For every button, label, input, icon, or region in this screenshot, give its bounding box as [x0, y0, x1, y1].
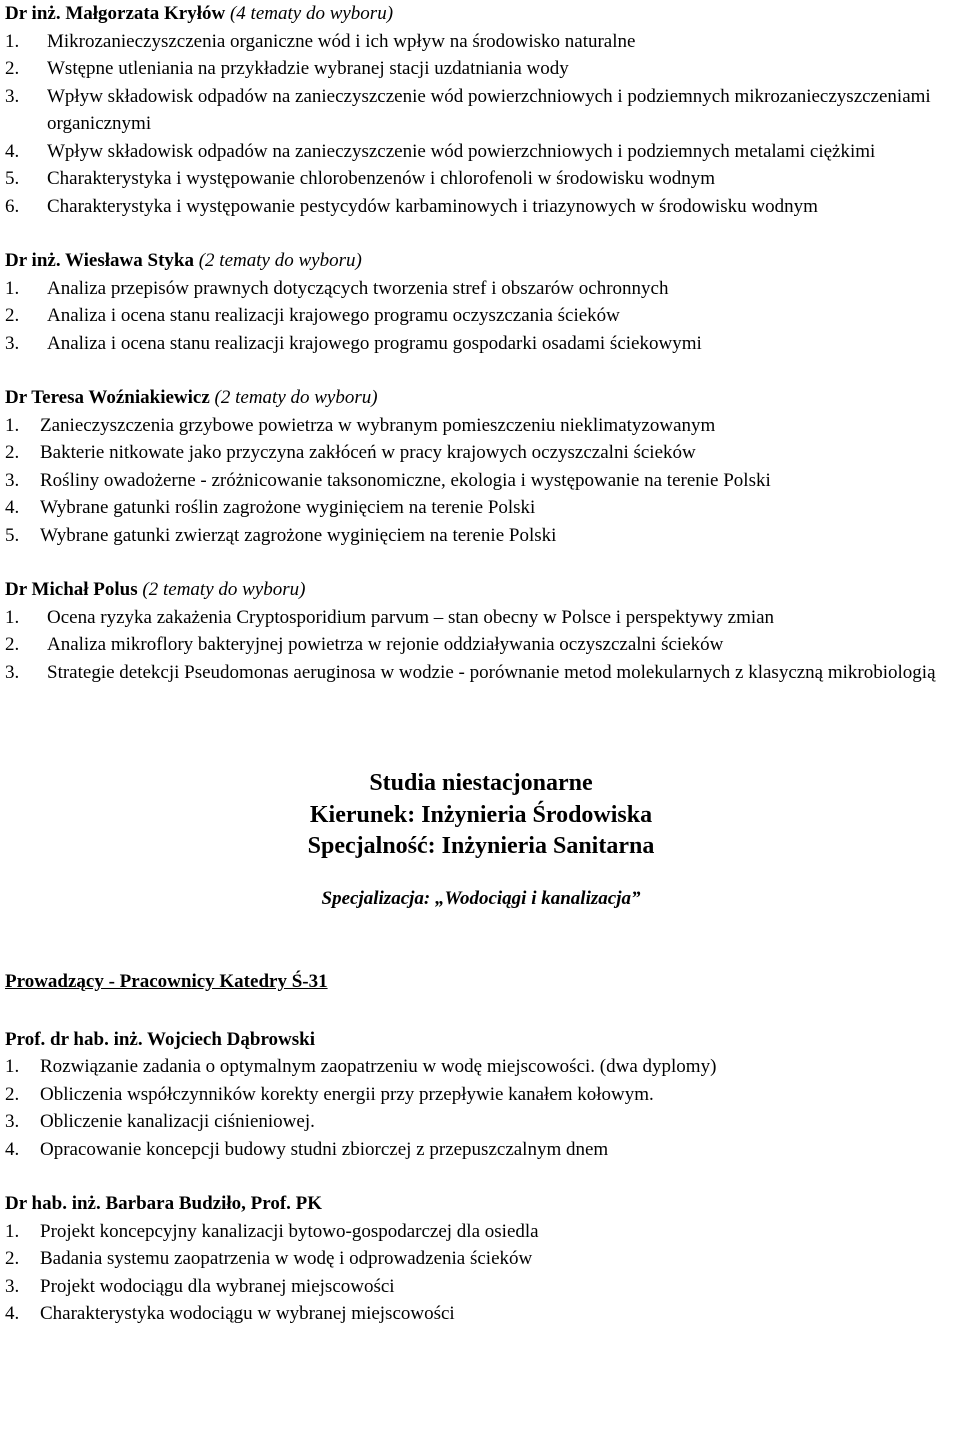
- topic-text: Analiza i ocena stanu realizacji krajowego programu oczyszczania ścieków: [47, 305, 620, 326]
- supervisor-section: [5, 1026, 957, 1191]
- topic-count-note: (2 tematy do wyboru): [142, 579, 306, 600]
- topic-text: Wpływ składowisk odpadów na zanieczyszczenie wód powierzchniowych i podziemnych mikrozanieczyszczeniami organicznymi: [47, 85, 931, 134]
- topic-item: [5, 275, 957, 303]
- spacer: [5, 686, 957, 768]
- topic-text: Obliczenie kanalizacji ciśnieniowej.: [40, 1111, 315, 1132]
- topic-item: [5, 193, 957, 221]
- supervisor-heading: [5, 576, 957, 604]
- document-page: [5, 0, 957, 1328]
- topic-text: Projekt wodociągu dla wybranej miejscowości: [40, 1275, 395, 1297]
- topic-number: 4.: [5, 497, 20, 518]
- topic-number: 1.: [5, 1220, 20, 1242]
- topic-item: [5, 1300, 957, 1328]
- heading-specialization: Specjalizacja: „Wodociągi i kanalizacja”: [321, 887, 641, 909]
- topic-number: 3.: [5, 85, 20, 107]
- topic-list: [5, 604, 957, 687]
- topic-text: Obliczenia współczynników korekty energii przy przepływie kanałem kołowym.: [40, 1083, 654, 1105]
- supervisor-heading: [5, 384, 957, 412]
- topic-item: [5, 55, 957, 83]
- heading-field: Kierunek: Inżynieria Środowiska: [309, 801, 653, 828]
- topic-item: [5, 138, 957, 166]
- topic-number: 3.: [5, 469, 20, 491]
- topic-number: 2.: [5, 634, 20, 655]
- topic-list: [5, 275, 957, 358]
- topic-item: [5, 302, 957, 330]
- topic-text: Ocena ryzyka zakażenia Cryptosporidium parvum – stan obecny w Polsce i perspektywy zmian: [47, 606, 775, 628]
- supervisor-name: Dr hab. inż. Barbara Budziło, Prof. PK: [5, 1193, 323, 1214]
- topic-text: Charakterystyka i występowanie pestycydów karbaminowych i triazynowych w środowisku wodnym: [47, 195, 818, 217]
- supervisor-name: Dr Teresa Woźniakiewicz: [5, 387, 210, 408]
- topic-item: [5, 1108, 957, 1136]
- topic-number: 3.: [5, 332, 20, 354]
- supervisor-heading: [5, 1026, 957, 1054]
- topic-number: 3.: [5, 1111, 20, 1132]
- supervisor-heading: [5, 0, 957, 28]
- topic-text: Analiza mikroflory bakteryjnej powietrza w rejonie oddziaływania oczyszczalni ścieków: [47, 634, 724, 655]
- topic-item: [5, 28, 957, 56]
- supervisor-section: [5, 1190, 957, 1328]
- topic-number: 1.: [5, 606, 20, 628]
- topic-number: 3.: [5, 1275, 20, 1297]
- supervisor-heading: [5, 247, 957, 275]
- bottom-sections: [5, 1026, 957, 1328]
- topic-item: [5, 165, 957, 193]
- topic-number: 2.: [5, 1248, 20, 1269]
- topic-number: 1.: [5, 277, 20, 299]
- top-sections: [5, 0, 957, 686]
- heading-specialty: Specjalność: Inżynieria Sanitarna: [307, 833, 655, 859]
- topic-item: [5, 1081, 957, 1109]
- topic-text: Badania systemu zaopatrzenia w wodę i odprowadzenia ścieków: [40, 1248, 533, 1269]
- supervisor-name: Dr Michał Polus: [5, 579, 138, 600]
- topic-number: 2.: [5, 1083, 20, 1105]
- supervisor-section: [5, 0, 957, 247]
- topic-text: Rośliny owadożerne - zróżnicowanie taksonomiczne, ekologia i występowanie na terenie Polski: [40, 469, 771, 491]
- heading-study-mode: Studia niestacjonarne: [369, 770, 593, 796]
- staff-heading: Prowadzący - Pracownicy Katedry Ś-31: [5, 971, 328, 992]
- topic-list: [5, 1218, 957, 1328]
- topic-item: [5, 467, 957, 495]
- topic-number: 3.: [5, 661, 20, 683]
- topic-number: 1.: [5, 414, 20, 436]
- topic-text: Wybrane gatunki roślin zagrożone wyginięciem na terenie Polski: [40, 497, 536, 518]
- topic-text: Charakterystyka i występowanie chlorobenzenów i chlorofenoli w środowisku wodnym: [47, 168, 716, 189]
- topic-text: Mikrozanieczyszczenia organiczne wód i ich wpływ na środowisko naturalne: [47, 30, 636, 52]
- topic-item: [5, 83, 957, 138]
- supervisor-section: [5, 247, 957, 384]
- supervisor-name: Dr inż. Małgorzata Kryłów: [5, 3, 226, 24]
- topic-text: Bakterie nitkowate jako przyczyna zakłóceń w pracy krajowych oczyszczalni ścieków: [40, 442, 696, 463]
- topic-item: [5, 330, 957, 358]
- topic-list: [5, 1053, 957, 1163]
- topic-item: [5, 1053, 957, 1081]
- topic-number: 1.: [5, 1056, 20, 1077]
- topic-number: 2.: [5, 305, 20, 326]
- topic-count-note: (2 tematy do wyboru): [214, 387, 378, 408]
- topic-item: [5, 659, 957, 687]
- topic-text: Charakterystyka wodociągu w wybranej miejscowości: [40, 1303, 455, 1324]
- topic-text: Wybrane gatunki zwierząt zagrożone wyginięciem na terenie Polski: [40, 524, 557, 546]
- topic-number: 4.: [5, 1303, 20, 1324]
- topic-item: [5, 1245, 957, 1273]
- topic-item: [5, 631, 957, 659]
- topic-text: Analiza i ocena stanu realizacji krajowego programu gospodarki osadami ściekowymi: [47, 332, 702, 354]
- topic-text: Wstępne utleniania na przykładzie wybranej stacji uzdatniania wody: [47, 58, 569, 79]
- supervisor-section: [5, 576, 957, 686]
- topic-list: [5, 28, 957, 221]
- topic-text: Wpływ składowisk odpadów na zanieczyszczenie wód powierzchniowych i podziemnych metalami ciężkimi: [47, 140, 876, 162]
- supervisor-section: [5, 384, 957, 576]
- topic-text: Analiza przepisów prawnych dotyczących tworzenia stref i obszarów ochronnych: [47, 277, 669, 299]
- topic-text: Zanieczyszczenia grzybowe powietrza w wybranym pomieszczeniu nieklimatyzowanym: [40, 414, 716, 436]
- topic-number: 4.: [5, 1138, 20, 1160]
- topic-number: 5.: [5, 168, 20, 189]
- topic-text: Strategie detekcji Pseudomonas aeruginosa w wodzie - porównanie metod molekularnych z klasyczną mikrobiologią: [47, 661, 936, 683]
- topic-count-note: (2 tematy do wyboru): [198, 250, 362, 271]
- topic-number: 2.: [5, 58, 20, 79]
- supervisor-name: Dr inż. Wiesława Styka: [5, 250, 194, 271]
- topic-list: [5, 412, 957, 550]
- topic-item: [5, 604, 957, 632]
- topic-text: Rozwiązanie zadania o optymalnym zaopatrzeniu w wodę miejscowości. (dwa dyplomy): [40, 1056, 717, 1077]
- topic-item: [5, 439, 957, 467]
- topic-text: Opracowanie koncepcji budowy studni zbiorczej z przepuszczalnym dnem: [40, 1138, 609, 1160]
- topic-item: [5, 412, 957, 440]
- supervisor-heading: [5, 1190, 957, 1218]
- topic-number: 1.: [5, 30, 20, 52]
- topic-text: Projekt koncepcyjny kanalizacji bytowo-gospodarczej dla osiedla: [40, 1220, 539, 1242]
- supervisor-name: Prof. dr hab. inż. Wojciech Dąbrowski: [5, 1028, 316, 1050]
- topic-item: [5, 1218, 957, 1246]
- topic-number: 4.: [5, 140, 20, 162]
- topic-count-note: (4 tematy do wyboru): [229, 3, 394, 24]
- topic-number: 5.: [5, 524, 20, 546]
- topic-item: [5, 1136, 957, 1164]
- topic-item: [5, 1273, 957, 1301]
- topic-number: 2.: [5, 442, 20, 463]
- topic-number: 6.: [5, 195, 20, 217]
- topic-item: [5, 494, 957, 522]
- topic-item: [5, 522, 957, 550]
